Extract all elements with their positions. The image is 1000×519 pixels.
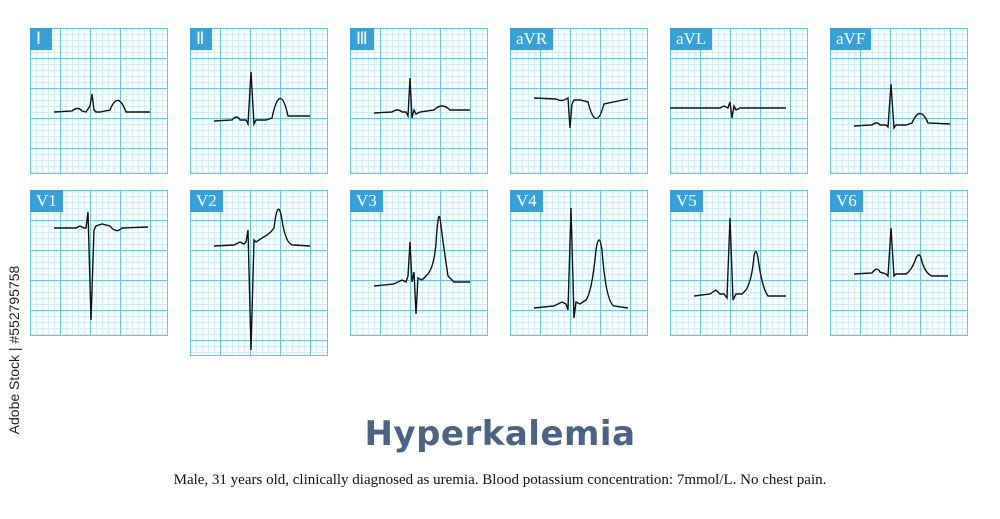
lead-label: V6: [830, 190, 863, 212]
ecg-panel-lead-v1: [30, 190, 168, 336]
ecg-trace: [350, 190, 488, 336]
stock-id-watermark: Adobe Stock | #552795758: [6, 265, 22, 435]
ecg-panel-lead-ii: [190, 28, 328, 174]
lead-label: V3: [350, 190, 383, 212]
ecg-trace: [510, 190, 648, 336]
page-title: Hyperkalemia: [364, 414, 636, 454]
ecg-trace: [190, 28, 328, 174]
lead-label: Ⅲ: [350, 28, 374, 50]
ecg-trace: [510, 28, 648, 174]
ecg-trace: [830, 190, 968, 336]
lead-label: V1: [30, 190, 63, 212]
caption: Male, 31 years old, clinically diagnosed as uremia. Blood potassium concentration: 7mmol/L. No chest pain.: [173, 472, 827, 488]
lead-label: aVL: [670, 28, 712, 50]
ecg-panel-lead-iii: [350, 28, 488, 174]
ecg-panel-lead-i: [30, 28, 168, 174]
ecg-trace: [190, 190, 328, 356]
ecg-trace: [30, 190, 168, 336]
ecg-panel-lead-avr: [510, 28, 648, 174]
ecg-panel-lead-v2: [190, 190, 328, 356]
ecg-trace: [830, 28, 968, 174]
ecg-panel-lead-avf: [830, 28, 968, 174]
ecg-panel-lead-avl: [670, 28, 808, 174]
lead-label: Ⅰ: [30, 28, 52, 50]
ecg-trace: [670, 28, 808, 174]
lead-label: aVF: [830, 28, 871, 50]
ecg-trace: [30, 28, 168, 174]
lead-label: V4: [510, 190, 543, 212]
lead-label: Ⅱ: [190, 28, 212, 50]
ecg-trace: [350, 28, 488, 174]
lead-label: V5: [670, 190, 703, 212]
lead-label: V2: [190, 190, 223, 212]
ecg-panel-lead-v6: [830, 190, 968, 336]
lead-label: aVR: [510, 28, 553, 50]
ecg-panel-lead-v3: [350, 190, 488, 336]
ecg-trace: [670, 190, 808, 336]
ecg-panel-lead-v4: [510, 190, 648, 336]
ecg-panel-lead-v5: [670, 190, 808, 336]
